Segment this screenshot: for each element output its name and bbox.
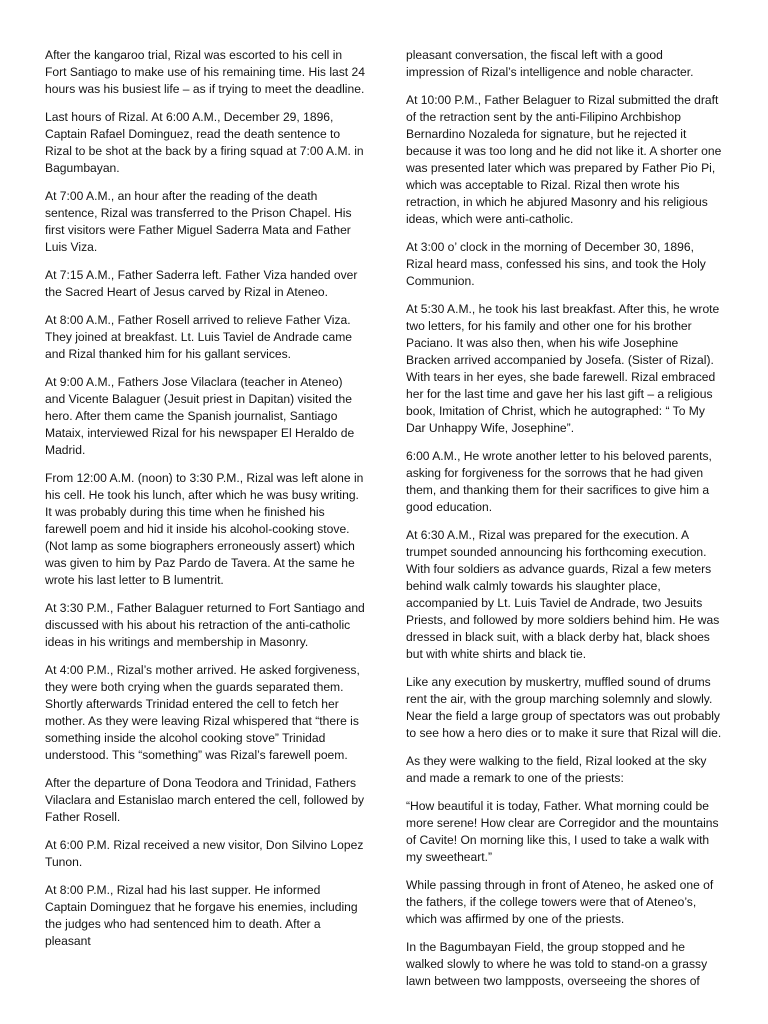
paragraph: In the Bagumbayan Field, the group stopped and he walked slowly to where he was told to stand-on a grassy lawn between two lampposts, overseeing the shores of xyxy=(406,940,708,988)
paragraph: 6:00 A.M., He wrote another letter to his beloved parents, asking for forgiveness for the sorrows that he had given them, and thanking them for their sacrifices to give him a good education. xyxy=(406,449,712,514)
paragraph: After the kangaroo trial, Rizal was escorted to his cell in Fort Santiago to make use of his remaining time. His last 24 hours was his busiest life – as if trying to meet the deadline. xyxy=(45,48,365,96)
left-column xyxy=(45,47,365,961)
paragraph: At 3:30 P.M., Father Balaguer returned to Fort Santiago and discussed with his about his retraction of the anti-catholic ideas in his writings and membership in Masonry. xyxy=(45,601,365,649)
paragraph: At 6:30 A.M., Rizal was prepared for the execution. A trumpet sounded announcing his forthcoming execution. With four soldiers as advance guards, Rizal a few meters behind walk calmly towards his slaughter place, accompanied by Lt. Luis Taviel de Andrade, two Jesuits Priests, and followed by more soldiers behind him. He was dressed in black suit, with a black derby hat, black shoes but with white shirts and black tie. xyxy=(406,528,720,661)
paragraph: At 7:15 A.M., Father Saderra left. Father Viza handed over the Sacred Heart of Jesus carved by Rizal in Ateneo. xyxy=(45,268,358,299)
paragraph: At 6:00 P.M. Rizal received a new visitor, Don Silvino Lopez Tunon. xyxy=(45,838,364,869)
paragraph: After the departure of Dona Teodora and Trinidad, Fathers Vilaclara and Estanislao march entered the cell, followed by Father Rosell. xyxy=(45,776,365,824)
paragraph: While passing through in front of Ateneo, he asked one of the fathers, if the college towers were that of Ateneo’s, which was affirmed by one of the priests. xyxy=(406,878,714,926)
paragraph: At 7:00 A.M., an hour after the reading of the death sentence, Rizal was transferred to the Prison Chapel. His first visitors were Father Miguel Saderra Mata and Father Luis Viza. xyxy=(45,189,352,254)
paragraph: As they were walking to the field, Rizal looked at the sky and made a remark to one of the priests: xyxy=(406,754,707,785)
right-column xyxy=(406,47,724,1001)
paragraph: Like any execution by muskertry, muffled sound of drums rent the air, with the group marching solemnly and slowly. Near the field a large group of spectators was out probably to see how a hero dies or to make it sure that Rizal will die. xyxy=(406,675,722,740)
paragraph: From 12:00 A.M. (noon) to 3:30 P.M., Rizal was left alone in his cell. He took his lunch, after which he was busy writing. It was probably during this time when he finished his farewell poem and hid it inside his alcohol-cooking stove. (Not lamp as some biographers erroneously assert) which was given to him by Paz Pardo de Tavera. At the same he wrote his last letter to B lumentrit. xyxy=(45,471,364,587)
paragraph: Last hours of Rizal. At 6:00 A.M., December 29, 1896, Captain Rafael Dominguez, read the death sentence to Rizal to be shot at the back by a firing squad at 7:00 A.M. in Bagumbayan. xyxy=(45,110,364,175)
paragraph: At 4:00 P.M., Rizal’s mother arrived. He asked forgiveness, they were both crying when the guards separated them. Shortly afterwards Trinidad entered the cell to fetch her mother. As they were leaving Rizal whispered that “there is something inside the alcohol cooking stove” Trinidad understood. This “something” was Rizal’s farewell poem. xyxy=(45,663,360,762)
paragraph: At 8:00 A.M., Father Rosell arrived to relieve Father Viza. They joined at breakfast. Lt. Luis Taviel de Andrade came and Rizal thanked him for his gallant services. xyxy=(45,313,353,361)
paragraph: At 10:00 P.M., Father Belaguer to Rizal submitted the draft of the retraction sent by the anti-Filipino Archbishop Bernardino Nozaleda for signature, but he rejected it because it was too long and he did not like it. A shorter one was presented later which was prepared by Father Pio Pi, which was acceptable to Rizal. Rizal then wrote his retraction, in which he abjured Masonry and his religious ideas, which were anti-catholic. xyxy=(406,93,722,226)
paragraph: At 5:30 A.M., he took his last breakfast. After this, he wrote two letters, for his family and other one for his brother Paciano. It was also then, when his wife Josephine Bracken arrived accompanied by Josefa. (Sister of Rizal). With tears in her eyes, she bade farewell. Rizal embraced her for the last time and gave her his last gift – a religious book, Imitation of Christ, which he autographed: “ To My Dar Unhappy Wife, Josephine”. xyxy=(406,302,720,435)
paragraph: “How beautiful it is today, Father. What morning could be more serene! How clear are Corregidor and the mountains of Cavite! On morning like this, I used to take a walk with my sweetheart.” xyxy=(406,799,719,864)
paragraph: pleasant conversation, the fiscal left with a good impression of Rizal’s intelligence and noble character. xyxy=(406,48,694,79)
paragraph: At 9:00 A.M., Fathers Jose Vilaclara (teacher in Ateneo) and Vicente Balaguer (Jesuit priest in Dapitan) visited the hero. After them came the Spanish journalist, Santiago Mataix, interviewed Rizal for his newspaper El Heraldo de Madrid. xyxy=(45,375,355,457)
paragraph: At 3:00 o’ clock in the morning of December 30, 1896, Rizal heard mass, confessed his sins, and took the Holy Communion. xyxy=(406,240,706,288)
paragraph: At 8:00 P.M., Rizal had his last supper. He informed Captain Dominguez that he forgave his enemies, including the judges who had sentenced him to death. After a pleasant xyxy=(45,883,358,948)
